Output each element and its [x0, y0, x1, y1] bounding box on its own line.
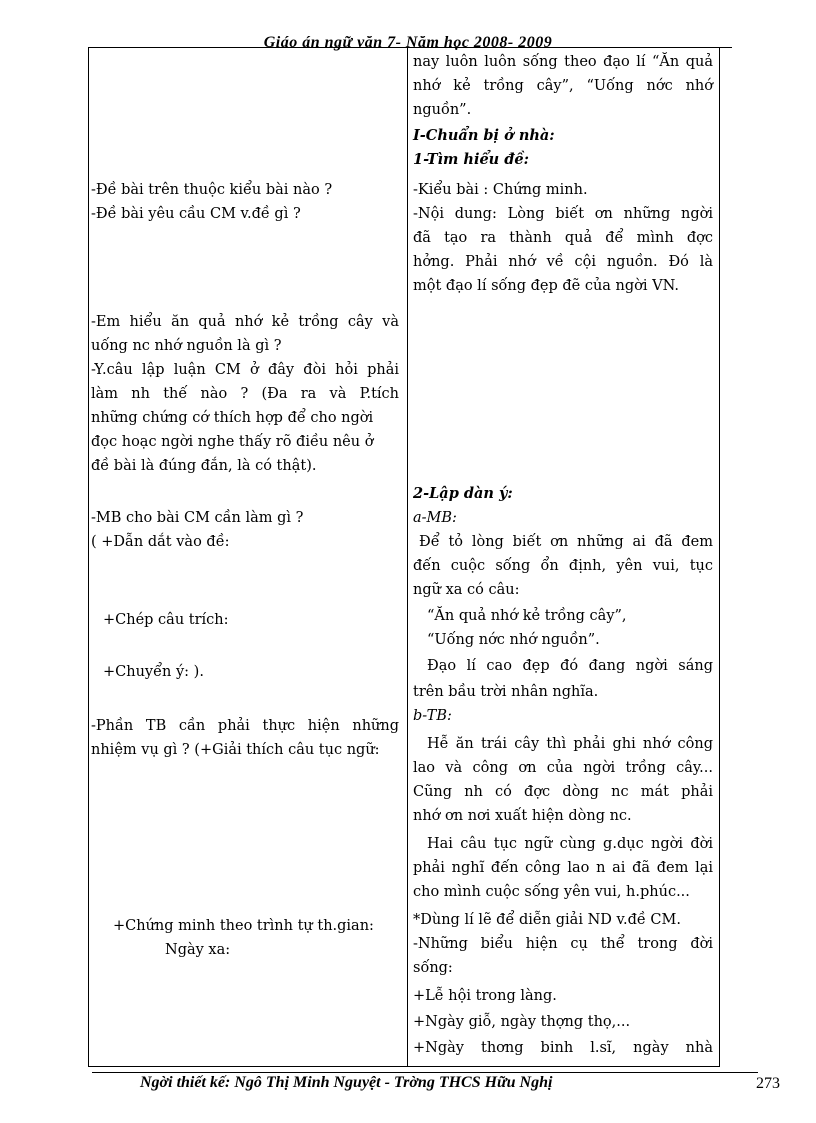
- left-line-chronology: +Chứng minh theo trình tự th.gian:: [113, 918, 374, 934]
- left-line-tb-question-2: nhiệm vụ gì ? (+Giải thích câu tục ngữ:: [91, 742, 380, 758]
- right-line-type: -Kiểu bài : Chứng minh.: [413, 182, 588, 198]
- right-line-content-2: đã tạo ra thành quả để mình đợc: [413, 230, 713, 246]
- right-line-tb-2: lao và công ơn của ngời trồng cây...: [413, 760, 713, 776]
- left-line-question-type: -Đề bài trên thuộc kiểu bài nào ?: [91, 182, 333, 198]
- right-line-tb-5: Hai câu tục ngữ cùng g.dục ngời đời: [427, 836, 713, 852]
- right-line-3: nguồn”.: [413, 102, 472, 118]
- right-line-mb-1: Để tỏ lòng biết ơn những ai đã đem: [419, 534, 713, 550]
- footer-author: Ngời thiết kế: Ngô Thị Minh Nguyệt - Trờng THCS Hữu Nghị: [140, 1074, 553, 1091]
- subheading-tb: b-TB:: [413, 708, 452, 724]
- right-line-tb-13: +Ngày thơng binh l.sĩ, ngày nhà: [413, 1040, 713, 1056]
- left-line-question-topic: -Đề bài yêu cầu CM v.đề gì ?: [91, 206, 301, 222]
- right-line-1: nay luôn luôn sống theo đạo lí “Ăn quả: [413, 54, 713, 70]
- lesson-table: [88, 48, 720, 1067]
- right-line-tb-12: +Ngày giỗ, ngày thợng thọ,...: [413, 1014, 631, 1030]
- right-line-tb-7: cho mình cuộc sống yên vui, h.phúc...: [413, 884, 690, 900]
- left-line-meaning-1: -Em hiểu ăn quả nhớ kẻ trồng cây và: [91, 314, 399, 330]
- left-line-requirement-1: -Y.câu lập luận CM ở đây đòi hỏi phải: [91, 362, 399, 378]
- left-line-transition: +Chuyển ý: ).: [103, 664, 204, 680]
- right-line-mb-5: trên bầu trời nhân nghĩa.: [413, 684, 599, 700]
- page-number: 273: [756, 1075, 780, 1092]
- right-line-quote-2: “Uống nớc nhớ nguồn”.: [427, 632, 600, 648]
- right-line-content-3: hởng. Phải nhớ về cội nguồn. Đó là: [413, 254, 713, 270]
- right-line-tb-3: Cũng nh có đợc dòng nc mát phải: [413, 784, 713, 800]
- right-line-2: nhớ kẻ trồng cây”, “Uống nớc nhớ: [413, 78, 713, 94]
- right-line-mb-2: đến cuộc sống ổn định, yên vui, tục: [413, 558, 713, 574]
- right-line-tb-4: nhớ ơn nơi xuất hiện dòng nc.: [413, 808, 632, 824]
- right-line-quote-1: “Ăn quả nhớ kẻ trồng cây”,: [427, 608, 627, 624]
- left-line-tb-question-1: -Phần TB cần phải thực hiện những: [91, 718, 399, 734]
- subheading-mb: a-MB:: [413, 510, 457, 526]
- footer-rule: [92, 1072, 758, 1073]
- left-line-mb-question: -MB cho bài CM cần làm gì ?: [91, 510, 304, 526]
- right-line-tb-9: -Những biểu hiện cụ thể trong đời: [413, 936, 713, 952]
- section-heading-outline: 2-Lập dàn ý:: [413, 485, 513, 502]
- right-line-tb-1: Hễ ăn trái cây thì phải ghi nhớ công: [427, 736, 713, 752]
- left-line-requirement-5: đề bài là đúng đắn, là có thật).: [91, 458, 317, 474]
- left-line-lead-in: ( +Dẫn dắt vào đề:: [91, 534, 230, 550]
- right-line-tb-6: phải nghĩ đến công lao n ai đã đem lại: [413, 860, 713, 876]
- left-line-meaning-2: uống nc nhớ nguồn là gì ?: [91, 338, 282, 354]
- left-line-quote: +Chép câu trích:: [103, 612, 229, 628]
- right-line-tb-11: +Lễ hội trong làng.: [413, 988, 557, 1004]
- left-line-requirement-3: những chứng cớ thích hợp để cho ngời: [91, 410, 374, 426]
- right-line-content-1: -Nội dung: Lòng biết ơn những ngời: [413, 206, 713, 222]
- right-line-content-4: một đạo lí sống đẹp đẽ của ngời VN.: [413, 278, 679, 294]
- left-line-past: Ngày xa:: [165, 942, 231, 958]
- left-line-requirement-4: đọc hoạc ngời nghe thấy rõ điều nêu ở: [91, 434, 374, 450]
- page-header: Giáo án ngữ văn 7- Năm học 2008- 2009: [263, 34, 553, 51]
- section-heading-preparation: I-Chuẩn bị ở nhà:: [413, 127, 555, 144]
- right-line-mb-4: Đạo lí cao đẹp đó đang ngời sáng: [427, 658, 713, 674]
- right-line-tb-8: *Dùng lí lẽ để diễn giải ND v.đề CM.: [413, 912, 681, 928]
- section-heading-understand: 1-Tìm hiểu đề:: [413, 151, 529, 168]
- left-line-requirement-2: làm nh thế nào ? (Đa ra và P.tích: [91, 386, 399, 402]
- right-line-mb-3: ngữ xa có câu:: [413, 582, 520, 598]
- right-line-tb-10: sống:: [413, 960, 453, 976]
